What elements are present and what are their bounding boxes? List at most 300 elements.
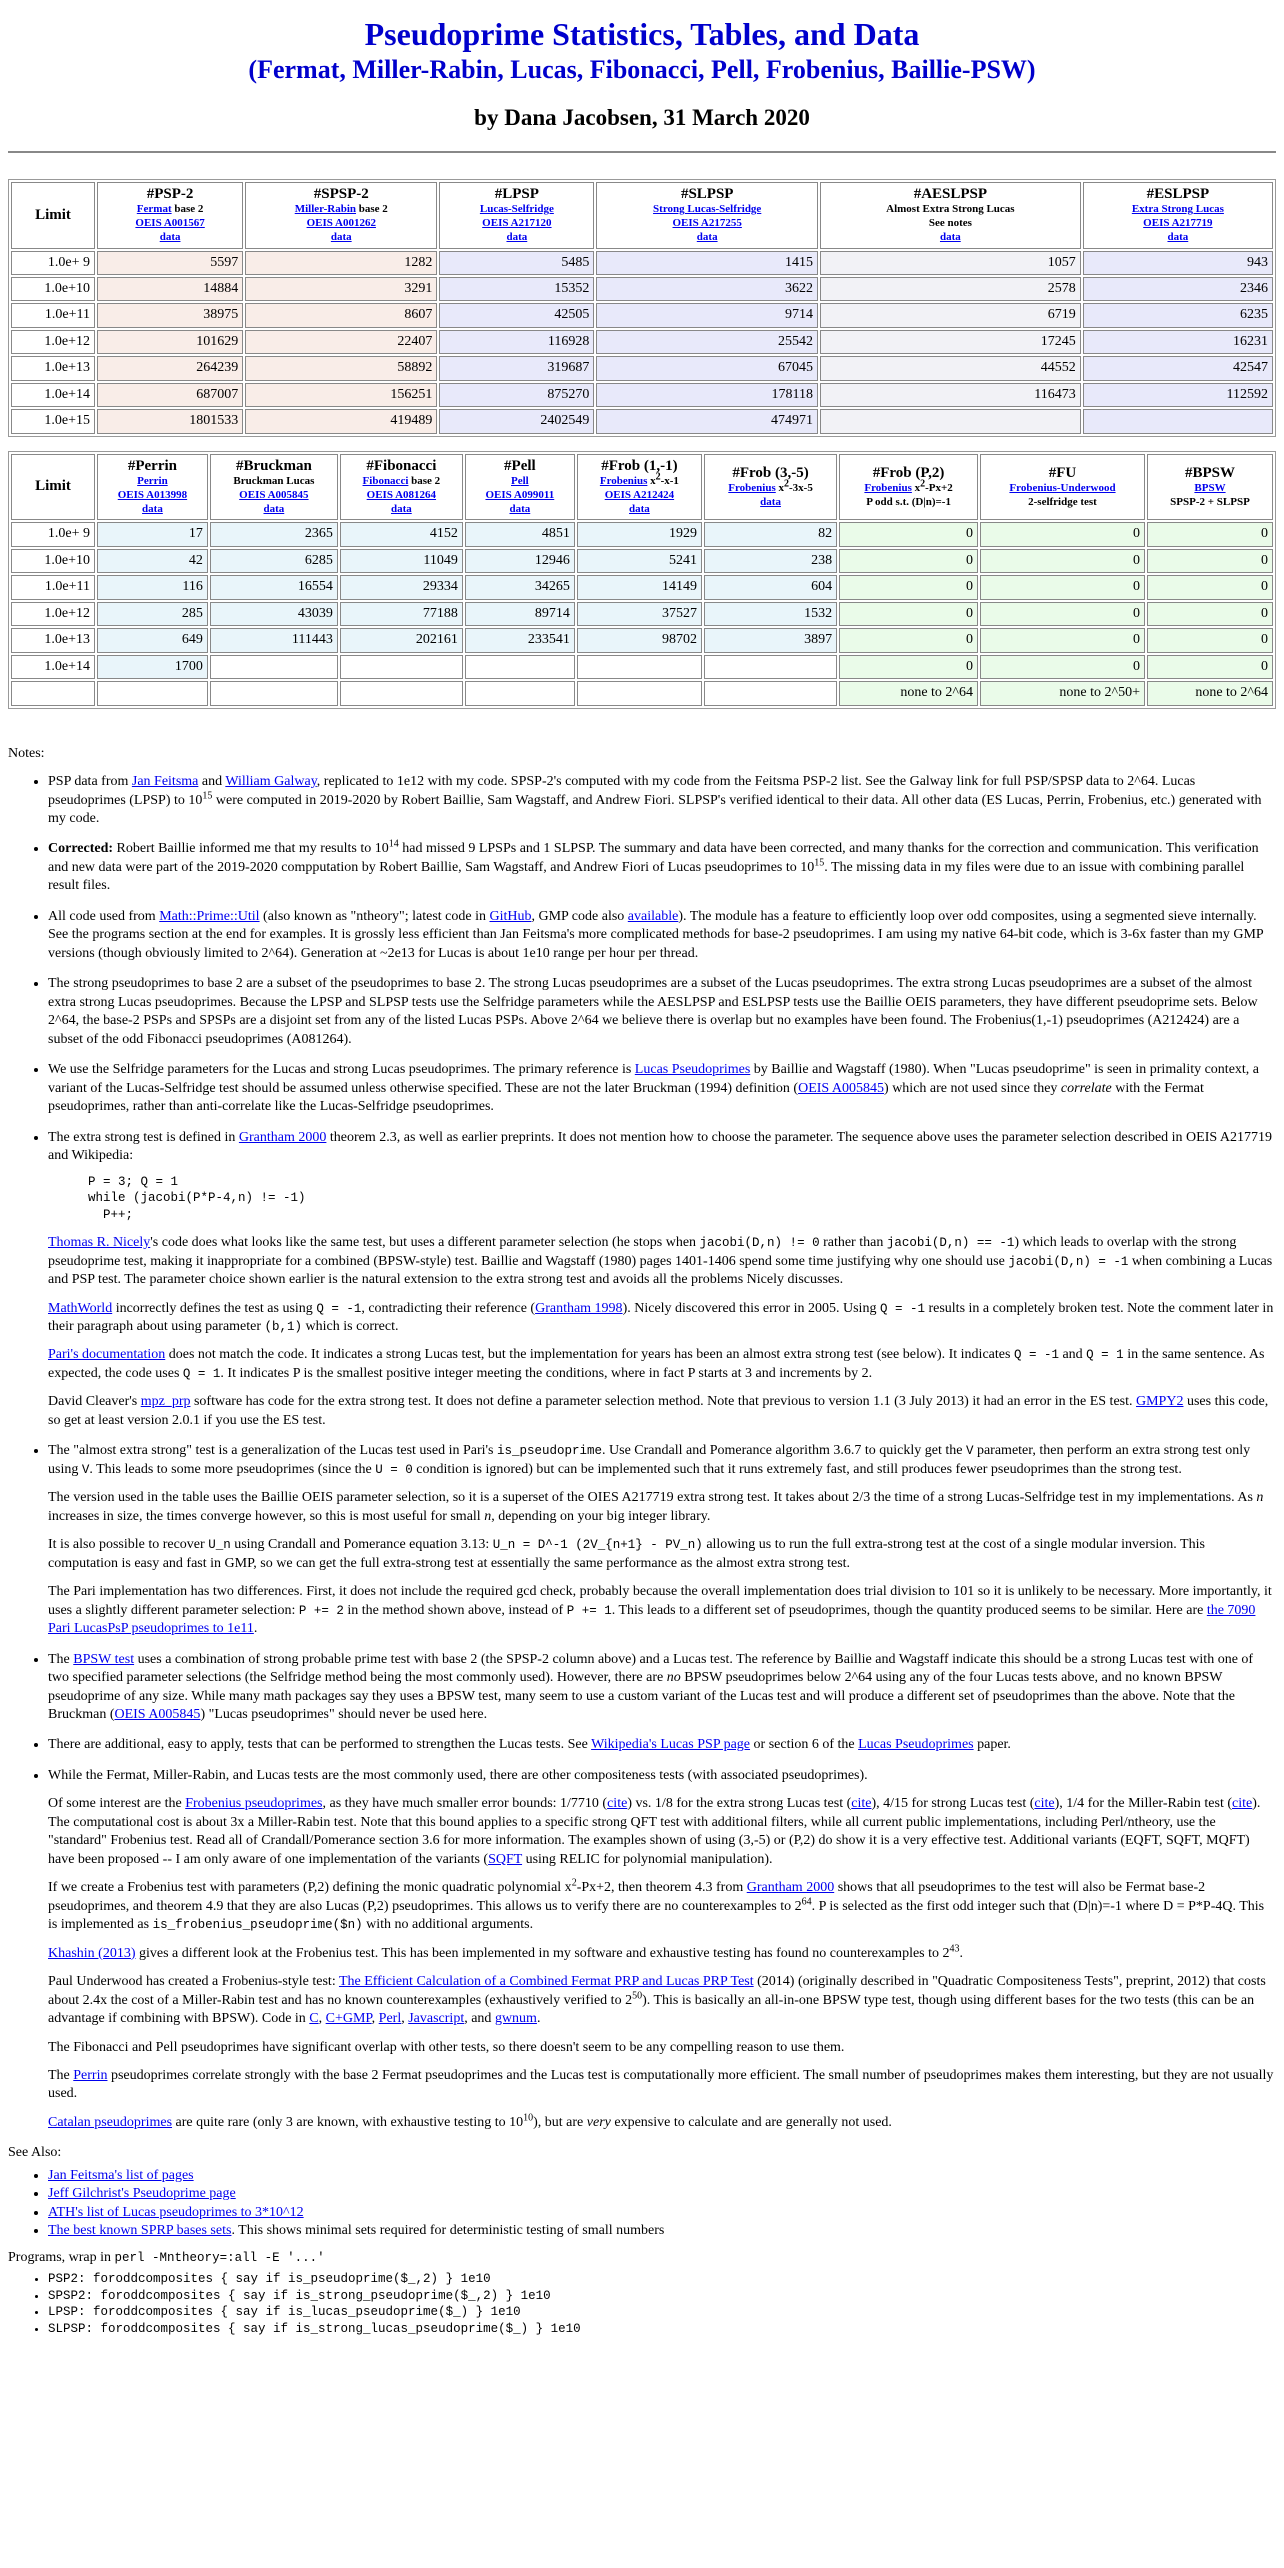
notes-heading: Notes: — [8, 745, 45, 761]
value-cell: 687007 — [97, 383, 243, 407]
value-cell: 1415 — [596, 251, 818, 275]
data-cell — [707, 496, 834, 510]
divider — [8, 151, 1276, 153]
note-item: • The strong pseudoprimes to base 2 are a subset of the pseudoprimes to base 2. The strong Lucas pseudoprimes are a subset of the Lucas pseudoprimes. The extra strong Lucas pseudoprimes are a subset of the almost extra strong Lucas pseudoprimes. Because the LPSP and SLPSP tests use the Selfridge parameters while the AESLPSP and ESLPSP tests use the Baillie OEIS parameters, they have different pseudoprime sets. Below 2^64, the base-2 PSPs and SPSPs are a disjoint set from any of the listed Lucas PSPs. Above 2^64 we believe there is overlap but no examples have been found. The Frobenius(1,-1) pseudoprimes (A212424) are a subset of the odd Fibonacci pseudoprimes (A081264). — [48, 975, 1276, 1049]
value-cell: 16231 — [1083, 330, 1273, 354]
column-desc — [983, 482, 1142, 496]
column-title: #SPSP-2 — [313, 186, 369, 203]
pseudoprime-table-2 — [8, 451, 1276, 709]
oeis-cell — [213, 489, 335, 503]
value-cell: 44552 — [820, 356, 1081, 380]
value-cell: 2402549 — [439, 409, 594, 433]
data-link[interactable]: data — [939, 230, 961, 243]
link-sqft[interactable]: SQFT — [488, 1851, 523, 1867]
value-cell: 285 — [97, 602, 208, 626]
limit-cell: 1.0e+ 9 — [11, 522, 95, 546]
programs-intro — [8, 2249, 1276, 2267]
oeis-link[interactable]: OEIS A001567 — [135, 217, 205, 230]
value-cell: 0 — [980, 655, 1145, 679]
note-item: • The extra strong test is defined in Grantham 2000 theorem 2.3, as well as earlier preprints. It does not mention how to choose the parameter. The sequence above uses the parameter selection described in OEIS A217719 and Wikipedia: P = 3; Q = 1 while (jacobi(P*P-4,n) != -1) P++; Thomas R. Nicely's code does what looks like the same test, but uses a different parameter selection (he stops when jacobi(D,n) != 0 rather than jacobi(D,n) == -1) which leads to overlap with the strong pseudoprime test, making it inappropriate for a combined (BPSW-style) test. Baillie and Wagstaff (1980) pages 1401-1406 spend some time justifying why one should use jacobi(D,n) = -1 when combining a Lucas and PSP test. The parameter choice shown earlier is the natural extension to the extra strong test and avoids all the problems Nicely discusses. MathWorld incorrectly defines the test as using Q = -1, contradicting their reference (Grantham 1998). Nicely discovered this error in 2005. Using Q = -1 results in a completely broken test. Note the comment later in their paragraph about using parameter (b,1) which is correct. Pari's documentation does not match the code. It indicates a strong Lucas test, but the implementation for years has been an almost extra strong test (see below). It indicates Q = -1 and Q = 1 in the same sentence. As expected, the code uses Q = 1. It indicates P is the smallest positive integer meeting the conditions, where in fact P starts at 3 and increments by 2. David Cleaver's mpz_prp software has code for the extra strong test. It does not define a parameter selection method. Note that previous to version 1.1 (3 July 2013) it had an error in the ES test. GMPY2 uses this code, so get at least version 2.0.1 if you use the ES test. — [48, 1129, 1276, 1431]
value-cell — [340, 681, 463, 705]
table-row — [11, 628, 1273, 652]
table-row — [11, 522, 1273, 546]
column-desc-link[interactable]: BPSW — [1194, 481, 1226, 494]
column-title: #Bruckman — [235, 457, 312, 474]
column-desc-link[interactable]: Fibonacci — [362, 475, 409, 488]
table-row — [11, 251, 1273, 275]
oeis-cell — [248, 217, 434, 231]
programs-intro-text: Programs, wrap in — [8, 2249, 115, 2265]
value-cell: 6235 — [1083, 303, 1273, 327]
column-title: #Perrin — [127, 457, 178, 474]
column-header — [839, 454, 978, 521]
value-cell — [820, 409, 1081, 433]
value-cell — [465, 681, 575, 705]
data-cell — [1086, 231, 1270, 245]
column-title: #ESLPSP — [1146, 186, 1210, 203]
column-desc: Frobenius $x^2-3x-5$ — [728, 478, 813, 494]
value-cell: none to 2^50+ — [980, 681, 1145, 705]
value-cell: 178118 — [596, 383, 818, 407]
data-cell — [343, 503, 460, 517]
link-oeis-a005845[interactable]: OEIS A005845 — [798, 1080, 885, 1096]
program-item: • SLPSP: foroddcomposites { say if is_strong_lucas_pseudoprime($_) } 1e10 — [48, 2321, 1276, 2338]
value-cell — [465, 655, 575, 679]
limit-header: Limit — [11, 182, 95, 249]
column-desc-link[interactable]: Frobenius — [599, 475, 648, 488]
value-cell: 34265 — [465, 575, 575, 599]
table-row — [11, 549, 1273, 573]
column-desc-link[interactable]: Lucas-Selfridge — [479, 203, 554, 216]
value-cell: 29334 — [340, 575, 463, 599]
see-also-link[interactable]: Jeff Gilchrist's Pseudoprime page — [48, 2186, 236, 2202]
value-cell: 0 — [980, 575, 1145, 599]
value-cell: none to 2^64 — [839, 681, 978, 705]
value-cell: 0 — [839, 602, 978, 626]
column-extra: P odd s.t. (D|n)=-1 — [866, 495, 951, 508]
column-header — [820, 182, 1081, 249]
column-desc-link[interactable]: Perrin — [137, 475, 168, 488]
limit-cell: 1.0e+14 — [11, 655, 95, 679]
column-title: #Frob (P,2) — [872, 464, 945, 481]
oeis-link[interactable]: OEIS A212424 — [604, 488, 675, 501]
programs-list — [8, 2271, 1276, 2337]
column-header — [704, 454, 837, 521]
limit-cell: 1.0e+13 — [11, 356, 95, 380]
value-cell — [210, 681, 338, 705]
column-title: #Frob (1,-1) — [601, 457, 678, 474]
value-cell: 82 — [704, 522, 837, 546]
data-link[interactable]: data — [509, 502, 531, 515]
link-feitsma[interactable]: Jan Feitsma — [131, 774, 199, 790]
link-underwood[interactable]: The Efficient Calculation of a Combined Fermat PRP and Lucas PRP Test — [338, 1974, 754, 1990]
value-cell: 5597 — [97, 251, 243, 275]
value-cell: 0 — [839, 628, 978, 652]
data-cell — [599, 231, 815, 245]
value-cell: 0 — [839, 575, 978, 599]
column-header — [596, 182, 818, 249]
link-code-perl[interactable]: Perl — [378, 2011, 402, 2027]
oeis-cell — [442, 217, 591, 231]
value-cell: 116473 — [820, 383, 1081, 407]
column-desc: Frobenius $x^2-Px+2$ — [864, 478, 953, 494]
column-header — [465, 454, 575, 521]
link-grantham-2000-2[interactable]: Grantham 2000 — [746, 1880, 835, 1896]
value-cell — [704, 655, 837, 679]
value-cell: 0 — [1147, 549, 1273, 573]
table-row — [11, 356, 1273, 380]
value-cell: 1282 — [245, 251, 437, 275]
value-cell: 0 — [839, 522, 978, 546]
column-extra: 2-selfridge test — [1028, 495, 1097, 508]
column-desc: Fermat base 2 — [136, 203, 204, 216]
limit-cell: 1.0e+12 — [11, 602, 95, 626]
limit-cell — [11, 681, 95, 705]
value-cell: 111443 — [210, 628, 338, 652]
notes-list — [8, 773, 1276, 2132]
column-title: #Pell — [504, 457, 536, 474]
value-cell: 8607 — [245, 303, 437, 327]
note-item: • There are additional, easy to apply, tests that can be performed to strengthen the Lucas tests. See Wikipedia's Lucas PSP page or section 6 of the Lucas Pseudoprimes paper. — [48, 1736, 1276, 1754]
data-link[interactable]: data — [1167, 230, 1189, 243]
value-cell: 2578 — [820, 277, 1081, 301]
oeis-link[interactable]: OEIS A013998 — [117, 488, 188, 501]
value-cell: 14149 — [577, 575, 702, 599]
link-math-prime-util[interactable]: Math::Prime::Util — [159, 908, 260, 924]
link-code-js[interactable]: Javascript — [408, 2011, 465, 2027]
pseudoprime-table-1 — [8, 179, 1276, 437]
data-cell — [248, 231, 434, 245]
table-row — [11, 602, 1273, 626]
data-cell — [100, 503, 205, 517]
column-header — [210, 454, 338, 521]
limit-cell: 1.0e+14 — [11, 383, 95, 407]
column-header — [439, 182, 594, 249]
data-link[interactable]: data — [142, 502, 163, 515]
column-header — [340, 454, 463, 521]
link-code-c[interactable]: C — [309, 2011, 319, 2027]
column-title: #FU — [1048, 464, 1077, 481]
value-cell: 1801533 — [97, 409, 243, 433]
column-desc-link[interactable]: Strong Lucas-Selfridge — [653, 203, 762, 216]
value-cell — [704, 681, 837, 705]
column-desc-link[interactable]: Pell — [511, 475, 529, 488]
see-also-item — [48, 2185, 1276, 2203]
oeis-link[interactable]: OEIS A217120 — [482, 217, 552, 230]
value-cell: 43039 — [210, 602, 338, 626]
column-title: #Fibonacci — [366, 457, 437, 474]
value-cell: 101629 — [97, 330, 243, 354]
oeis-cell — [1086, 217, 1270, 231]
note-item: • Corrected: Robert Baillie informed me that my results to $10^{14}$ had missed 9 LPSPs and 1 SLPSP. The summary and data have been corrected, and many thanks for the correction and communication. This verification and new data were part of the 2019-2020 compputation by Robert Baillie, Sam Wagstaff, and Andrew Fiori of Lucas pseudoprimes to $10^{15}$. The missing data in my files were due to an issue with combining parallel result files. — [48, 840, 1276, 895]
value-cell: 1700 — [97, 655, 208, 679]
data-link[interactable]: data — [263, 502, 285, 515]
column-header — [97, 182, 243, 249]
see-notes: See notes — [928, 217, 972, 230]
code-block: P = 3; Q = 1 while (jacobi(P*P-4,n) != -1) P++; — [88, 1174, 306, 1223]
column-desc: Bruckman Lucas — [233, 475, 315, 488]
value-cell: 116 — [97, 575, 208, 599]
oeis-link[interactable]: OEIS A217719 — [1143, 217, 1213, 230]
link-github[interactable]: GitHub — [489, 908, 532, 924]
program-item: • PSP2: foroddcomposites { say if is_pseudoprime($_,2) } 1e10 — [48, 2271, 1276, 2288]
value-cell: 0 — [1147, 655, 1273, 679]
value-cell: 264239 — [97, 356, 243, 380]
column-desc — [468, 475, 572, 489]
note-item: • All code used from Math::Prime::Util (also known as "ntheory"; latest code in GitHub, GMP code also available). The module has a feature to efficiently loop over odd composites, using a segmented sieve internally. See the programs section at the end for examples. It is grossly less efficient than Jan Feitsma's more complicated methods for base-2 pseudoprimes. I am using my native 64-bit code, which is 3-6x faster than my GMP versions (though obviously limited to 2^64). Generation at ~2e13 for Lucas is about 1e10 range per hour per thread. — [48, 908, 1276, 963]
data-cell — [100, 231, 240, 245]
value-cell: 4152 — [340, 522, 463, 546]
link-mpz-prp[interactable]: mpz_prp — [140, 1394, 191, 1410]
value-cell: 11049 — [340, 549, 463, 573]
value-cell: 0 — [980, 602, 1145, 626]
oeis-cell — [100, 217, 240, 231]
value-cell: 0 — [1147, 575, 1273, 599]
note-item: • PSP data from Jan Feitsma and William Galway, replicated to 1e12 with my code. SPSP-2's computed with my code from the Feitsma PSP-2 list. See the Galway link for full PSP/SPSP data to 2^64. Lucas pseudoprimes (LPSP) to $10^{15}$ were computed in 2019-2020 by Robert Baillie, Sam Wagstaff, and Andrew Fiori. SLPSP's verified identical to their data. All other data (ES Lucas, Perrin, Frobenius, etc.) generated with my code. — [48, 773, 1276, 828]
column-title: #LPSP — [494, 186, 539, 203]
programs-wrap-code: perl -Mntheory=:all -E '...' — [114, 2250, 325, 2265]
data-link[interactable]: data — [760, 495, 781, 508]
link-khashin[interactable]: Khashin (2013) — [48, 1945, 136, 1961]
table-row — [11, 575, 1273, 599]
value-cell: 5241 — [577, 549, 702, 573]
column-desc: Fibonacci base 2 — [362, 475, 441, 488]
link-available[interactable]: available — [627, 908, 679, 924]
link-gmpy2[interactable]: GMPY2 — [1136, 1394, 1184, 1410]
column-header — [577, 454, 702, 521]
oeis-link[interactable]: OEIS A005845 — [239, 488, 309, 501]
limit-cell: 1.0e+15 — [11, 409, 95, 433]
link-pari-lucaspsp[interactable]: the 7090 Pari LucasPsP pseudoprimes to 1e11 — [48, 1602, 1256, 1637]
table-row — [11, 655, 1273, 679]
value-cell: 0 — [1147, 522, 1273, 546]
data-link[interactable]: data — [390, 502, 412, 515]
byline: by Dana Jacobsen, 31 March 2020 — [474, 104, 810, 130]
link-wiki-lucas-psp[interactable]: Wikipedia's Lucas PSP page — [591, 1737, 751, 1753]
column-desc-link[interactable]: Frobenius-Underwood — [1009, 481, 1116, 494]
oeis-cell — [599, 217, 815, 231]
limit-cell: 1.0e+10 — [11, 549, 95, 573]
link-catalan[interactable]: Catalan pseudoprimes — [48, 2114, 173, 2130]
value-cell: 0 — [980, 549, 1145, 573]
column-desc: Frobenius $x^2-x-1$ — [599, 471, 679, 488]
column-desc — [1150, 482, 1270, 496]
link-pari-doc[interactable]: Pari's documentation — [48, 1347, 166, 1363]
data-cell — [442, 231, 591, 245]
column-desc-link[interactable]: Frobenius — [728, 481, 776, 494]
oeis-link[interactable]: OEIS A001262 — [306, 217, 376, 230]
column-title: #Frob (3,-5) — [732, 464, 809, 481]
link-cite-1[interactable]: cite — [607, 1796, 628, 1812]
value-cell — [210, 655, 338, 679]
column-desc — [442, 203, 591, 217]
limit-cell: 1.0e+ 9 — [11, 251, 95, 275]
link-lucas-pseudoprimes-2[interactable]: Lucas Pseudoprimes — [858, 1737, 974, 1753]
table-row — [11, 409, 1273, 433]
column-header — [245, 182, 437, 249]
column-desc — [100, 475, 205, 489]
column-extra: SPSP-2 + SLPSP — [1170, 495, 1250, 508]
value-cell: 58892 — [245, 356, 437, 380]
link-grantham-1998[interactable]: Grantham 1998 — [535, 1300, 623, 1316]
limit-cell: 1.0e+12 — [11, 330, 95, 354]
link-galway[interactable]: William Galway — [225, 774, 317, 790]
link-code-cgmp[interactable]: C+GMP — [325, 2011, 372, 2027]
value-cell: 3622 — [596, 277, 818, 301]
page-title: Pseudoprime Statistics, Tables, and Data — [364, 16, 920, 52]
table-row — [11, 383, 1273, 407]
column-header — [1147, 454, 1273, 521]
link-perrin[interactable]: Perrin — [73, 2068, 108, 2084]
value-cell: 42547 — [1083, 356, 1273, 380]
data-link[interactable]: data — [629, 502, 650, 515]
column-desc — [1086, 203, 1270, 217]
column-title: #SLPSP — [680, 186, 734, 203]
link-oeis-a005845-2[interactable]: OEIS A005845 — [114, 1706, 201, 1722]
column-title: #AESLPSP — [913, 186, 988, 203]
column-title: #BPSW — [1184, 464, 1235, 481]
value-cell: 25542 — [596, 330, 818, 354]
table-row — [11, 277, 1273, 301]
value-cell: 67045 — [596, 356, 818, 380]
oeis-link[interactable]: OEIS A099011 — [485, 488, 555, 501]
program-item: • LPSP: foroddcomposites { say if is_lucas_pseudoprime($_) } 1e10 — [48, 2304, 1276, 2321]
data-link[interactable]: data — [330, 230, 352, 243]
value-cell — [577, 655, 702, 679]
value-cell: 42 — [97, 549, 208, 573]
limit-cell: 1.0e+10 — [11, 277, 95, 301]
value-cell: 2346 — [1083, 277, 1273, 301]
data-cell — [823, 231, 1078, 245]
see-also-item — [48, 2167, 1276, 2185]
program-item: • SPSP2: foroddcomposites { say if is_strong_pseudoprime($_,2) } 1e10 — [48, 2288, 1276, 2305]
value-cell: 5485 — [439, 251, 594, 275]
data-cell — [468, 503, 572, 517]
value-cell: 12946 — [465, 549, 575, 573]
column-desc-link[interactable]: Extra Strong Lucas — [1131, 203, 1224, 216]
oeis-cell — [100, 489, 205, 503]
value-cell: 474971 — [596, 409, 818, 433]
value-cell: 89714 — [465, 602, 575, 626]
column-desc — [599, 203, 815, 217]
column-desc-link[interactable]: Fermat — [136, 203, 172, 216]
value-cell: 319687 — [439, 356, 594, 380]
value-cell: 14884 — [97, 277, 243, 301]
see-also-heading: See Also: — [8, 2145, 62, 2161]
limit-cell: 1.0e+11 — [11, 303, 95, 327]
oeis-link[interactable]: OEIS A217255 — [672, 217, 742, 230]
value-cell: 0 — [1147, 602, 1273, 626]
value-cell: 649 — [97, 628, 208, 652]
data-link[interactable]: data — [159, 230, 181, 243]
see-also-link[interactable]: ATH's list of Lucas pseudoprimes to 3*10^12 — [48, 2204, 304, 2220]
limit-cell: 1.0e+11 — [11, 575, 95, 599]
link-code-gwnum[interactable]: gwnum — [494, 2011, 537, 2027]
note-item: • We use the Selfridge parameters for the Lucas and strong Lucas pseudoprimes. The primary reference is Lucas Pseudoprimes by Baillie and Wagstaff (1980). When "Lucas pseudoprime" is seen in primality context, a variant of the Lucas-Selfridge test should be assumed unless otherwise specified. These are not the later Bruckman (1994) definition (OEIS A005845) which are not used since they correlate with the Fermat pseudoprimes, rather than anti-correlate like the Lucas-Selfridge pseudoprimes. — [48, 1061, 1276, 1116]
see-also-link[interactable]: The best known SPRP bases sets — [48, 2223, 232, 2239]
column-header — [97, 454, 208, 521]
value-cell: 0 — [839, 655, 978, 679]
link-mathworld[interactable]: MathWorld — [48, 1300, 113, 1316]
link-cite-4[interactable]: cite — [1232, 1796, 1253, 1812]
value-cell: 202161 — [340, 628, 463, 652]
value-cell: 112592 — [1083, 383, 1273, 407]
column-desc-link[interactable]: Frobenius — [864, 481, 912, 494]
data-link[interactable]: data — [696, 230, 718, 243]
column-desc: Miller-Rabin base 2 — [294, 203, 388, 216]
value-cell: 1532 — [704, 602, 837, 626]
data-cell — [213, 503, 335, 517]
value-cell — [577, 681, 702, 705]
data-link[interactable]: data — [506, 230, 528, 243]
value-cell: none to 2^64 — [1147, 681, 1273, 705]
value-cell: 16554 — [210, 575, 338, 599]
value-cell — [1083, 409, 1273, 433]
value-cell: 6719 — [820, 303, 1081, 327]
value-cell: 2365 — [210, 522, 338, 546]
column-desc: Almost Extra Strong Lucas — [886, 203, 1015, 216]
value-cell: 22407 — [245, 330, 437, 354]
column-header — [1083, 182, 1273, 249]
value-cell: 0 — [980, 628, 1145, 652]
link-bpsw-test[interactable]: BPSW test — [73, 1651, 135, 1667]
note-item: • The "almost extra strong" test is a generalization of the Lucas test used in Pari's is_pseudoprime. Use Crandall and Pomerance algorithm 3.6.7 to quickly get the V parameter, then perform an extra strong test only using V. This leads to some more pseudoprimes (since the U = 0 condition is ignored) but can be implemented such that it runs extremely fast, and still produces fewer pseudoprimes than the strong test. The version used in the table uses the Baillie OEIS parameter selection, so it is a superset of the OIES A217719 extra strong test. It takes about 2/3 the time of a strong Lucas-Selfridge test in my implementations. As n increases in size, the times converge however, so this is most useful for small n, depending on your big integer library. It is also possible to recover U_n using Crandall and Pomerance equation 3.13: U_n = D^-1 (2V_{n+1} - PV_n) allowing us to run the full extra-strong test at the cost of a single modular inversion. This computation is easy and fast in GMP, so we can get the full extra-strong test at essentially the same performance as the almost extra strong test. The Pari implementation has two differences. First, it does not include the required gcd check, probably because the overall implementation does trial division to 101 so it is unlikely to be necessary. More importantly, it uses a slightly different parameter selection: P += 2 in the method shown above, instead of P += 1. This leads to a different set of pseudoprimes, though the quantity produced seems to be similar. Here are the 7090 Pari LucasPsP pseudoprimes to 1e11. — [48, 1442, 1276, 1638]
value-cell: 37527 — [577, 602, 702, 626]
value-cell: 98702 — [577, 628, 702, 652]
value-cell: 0 — [1147, 628, 1273, 652]
link-cite-3[interactable]: cite — [1034, 1796, 1055, 1812]
value-cell: 38975 — [97, 303, 243, 327]
limit-header: Limit — [11, 454, 95, 521]
value-cell — [97, 681, 208, 705]
value-cell: 604 — [704, 575, 837, 599]
value-cell — [340, 655, 463, 679]
value-cell: 0 — [839, 549, 978, 573]
page-subtitle: (Fermat, Miller-Rabin, Lucas, Fibonacci, Pell, Frobenius, Baillie-PSW) — [248, 54, 1036, 84]
link-nicely[interactable]: Thomas R. Nicely — [48, 1235, 151, 1251]
value-cell: 156251 — [245, 383, 437, 407]
note-item: • The BPSW test uses a combination of strong probable prime test with base 2 (the SPSP-2 column above) and a Lucas test. The reference by Baillie and Wagstaff indicate this should be a strong Lucas test with one of two specified parameter selections (the Selfridge method being the most commonly used). However, there are no BPSW pseudoprimes below 2^64 using any of the four Lucas tests above, and no known BPSW pseudoprime of any size. While many math packages say they uses a BPSW test, many seem to use a custom variant of the Lucas test and will produce a different set of pseudoprimes than the above. Note that the Bruckman (OEIS A005845) "Lucas pseudoprimes" should never be used here. — [48, 1651, 1276, 1725]
value-cell: 875270 — [439, 383, 594, 407]
link-frobenius-psp[interactable]: Frobenius pseudoprimes — [185, 1796, 323, 1812]
column-desc-link[interactable]: Miller-Rabin — [294, 203, 357, 216]
data-cell — [580, 503, 699, 517]
value-cell: 17 — [97, 522, 208, 546]
value-cell: 9714 — [596, 303, 818, 327]
value-cell: 233541 — [465, 628, 575, 652]
see-also-list — [8, 2167, 1276, 2241]
value-cell: 1929 — [577, 522, 702, 546]
oeis-link[interactable]: OEIS A081264 — [366, 488, 437, 501]
link-cite-2[interactable]: cite — [851, 1796, 872, 1812]
oeis-cell — [343, 489, 460, 503]
value-cell: 419489 — [245, 409, 437, 433]
table-row — [11, 330, 1273, 354]
value-cell: 4851 — [465, 522, 575, 546]
value-cell: 42505 — [439, 303, 594, 327]
value-cell: 116928 — [439, 330, 594, 354]
link-grantham-2000[interactable]: Grantham 2000 — [238, 1129, 327, 1145]
oeis-cell — [468, 489, 572, 503]
value-cell: 0 — [980, 522, 1145, 546]
table-row — [11, 681, 1273, 705]
value-cell: 77188 — [340, 602, 463, 626]
value-cell: 15352 — [439, 277, 594, 301]
limit-cell: 1.0e+13 — [11, 628, 95, 652]
table-row — [11, 303, 1273, 327]
see-also-link[interactable]: Jan Feitsma's list of pages — [48, 2167, 194, 2183]
link-lucas-pseudoprimes[interactable]: Lucas Pseudoprimes — [634, 1062, 751, 1078]
